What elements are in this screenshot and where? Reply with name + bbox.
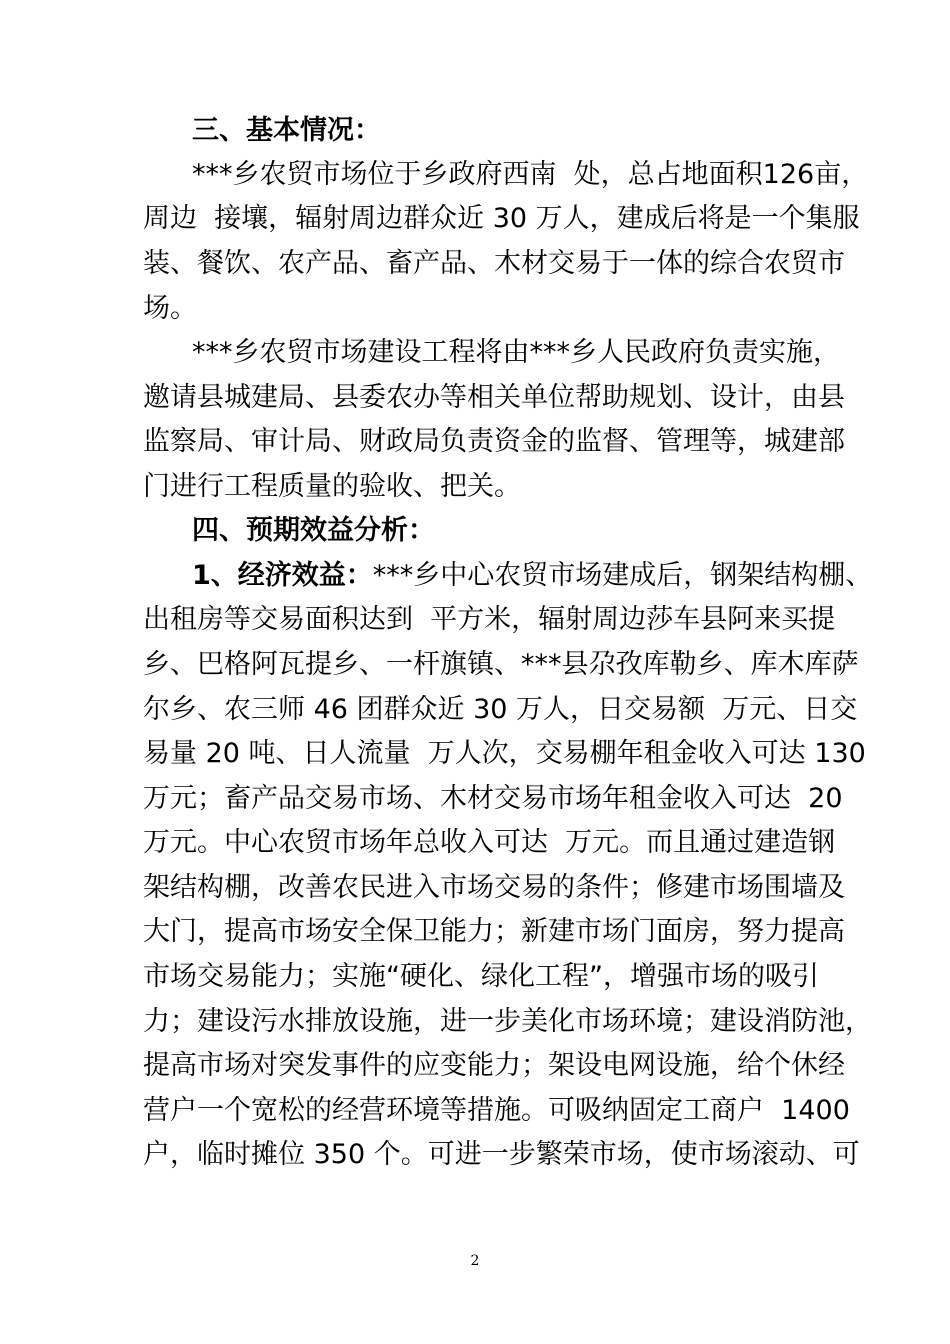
paragraph-line: 市场交易能力；实施“硬化、绿化工程”，增强市场的吸引	[143, 961, 819, 992]
paragraph-line: 万元。中心农贸市场年总收入可达 万元。而且通过建造钢	[143, 827, 836, 858]
paragraph-line: ***乡农贸市场建设工程将由***乡人民政府负责实施，	[192, 337, 840, 368]
paragraph-line: 乡、巴格阿瓦提乡、一杆旗镇、***县尕孜库勒乡、库木库萨	[143, 649, 859, 680]
paragraph-line: 尔乡、农三师 46 团群众近 30 万人，日交易额 万元、日交	[143, 694, 858, 725]
paragraph-line: 大门，提高市场安全保卫能力；新建市场门面房，努力提高	[143, 916, 845, 947]
paragraph-line: ***乡农贸市场位于乡政府西南 处，总占地面积126亩，	[192, 159, 869, 190]
subheading-economic-benefit: 1、经济效益：	[192, 560, 373, 591]
paragraph-line: 出租房等交易面积达到 平方米，辐射周边莎车县阿来买提	[143, 604, 836, 635]
paragraph-line: 周边 接壤，辐射周边群众近 30 万人，建成后将是一个集服	[143, 203, 860, 234]
paragraph-line: 邀请县城建局、县委农办等相关单位帮助规划、设计，由县	[143, 382, 845, 413]
paragraph-line: 门进行工程质量的验收、把关。	[143, 471, 521, 502]
paragraph-line: 架结构棚，改善农民进入市场交易的条件；修建市场围墙及	[143, 872, 845, 903]
paragraph-line: 易量 20 吨、日人流量 万人次，交易棚年租金收入可达 130	[143, 738, 866, 769]
paragraph-line	[192, 554, 872, 598]
paragraph-line: 力；建设污水排放设施，进一步美化市场环境；建设消防池，	[143, 1006, 872, 1037]
paragraph-line: 装、餐饮、农产品、畜产品、木材交易于一体的综合农贸市	[143, 248, 845, 279]
section-heading-basic-info: 三、基本情况：	[192, 115, 381, 146]
paragraph-line: 营户一个宽松的经营环境等措施。可吸纳固定工商户 1400	[143, 1095, 850, 1126]
page-number: 2	[470, 1253, 480, 1269]
paragraph-line: 提高市场对突发事件的应变能力；架设电网设施，给个休经	[143, 1050, 845, 1081]
paragraph-text: ***乡中心农贸市场建成后，钢架结构棚、	[372, 560, 873, 591]
paragraph-line: 监察局、审计局、财政局负责资金的监督、管理等，城建部	[143, 426, 845, 457]
paragraph-line: 场。	[143, 293, 197, 324]
paragraph-line: 户，临时摊位 350 个。可进一步繁荣市场，使市场滚动、可	[143, 1139, 860, 1170]
paragraph-line: 万元；畜产品交易市场、木材交易市场年租金收入可达 20	[143, 783, 843, 814]
section-heading-benefit-analysis: 四、预期效益分析：	[192, 515, 435, 546]
